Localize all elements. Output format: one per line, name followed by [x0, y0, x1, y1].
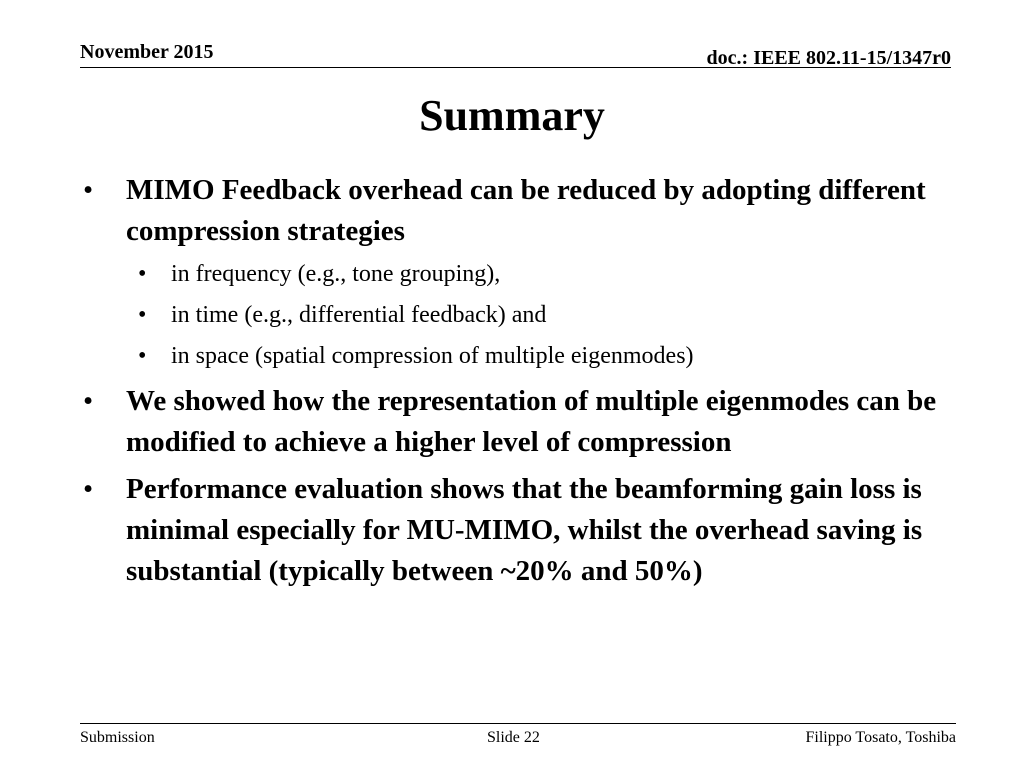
sub-bullet-item [83, 258, 963, 290]
footer-author: Filippo Tosato, Toshiba [805, 729, 956, 746]
slide-title: Summary [419, 91, 605, 140]
sub-bullet-dot: • [138, 302, 147, 328]
bullet-item [83, 170, 963, 252]
sub-bullet-text: in space (spatial compression of multiple eigenmodes) [171, 343, 694, 369]
sub-bullet-item [83, 299, 963, 331]
sub-bullet-text: in frequency (e.g., tone grouping), [171, 261, 501, 287]
sub-bullet-dot: • [138, 343, 147, 369]
bullet-item [83, 381, 963, 463]
header-doc-id: doc.: IEEE 802.11-15/1347r0 [706, 47, 951, 69]
sub-bullet-text: in time (e.g., differential feedback) and [171, 302, 547, 328]
bullet-text: MIMO Feedback overhead can be reduced by adopting different compression strategies [126, 174, 926, 247]
bullet-text: Performance evaluation shows that the beamforming gain loss is minimal especially for MU-MIMO, whilst the overhead saving is substantial (typically between ~20% and 50%) [126, 473, 923, 587]
header-divider [80, 67, 951, 68]
footer-divider [80, 723, 956, 724]
bullet-dot: • [83, 473, 94, 505]
header-date: November 2015 [80, 41, 214, 63]
bullet-dot: • [83, 385, 94, 417]
sub-bullet-list [83, 258, 963, 372]
footer-slide-number: Slide 22 [487, 729, 540, 746]
sub-bullet-dot: • [138, 261, 147, 287]
bullet-text: We showed how the representation of multiple eigenmodes can be modified to achieve a higher level of compression [126, 385, 937, 458]
bullet-item [83, 469, 963, 592]
bullet-dot: • [83, 174, 94, 206]
sub-bullet-item [83, 340, 963, 372]
footer-submission: Submission [80, 729, 155, 746]
slide-content [83, 170, 963, 598]
